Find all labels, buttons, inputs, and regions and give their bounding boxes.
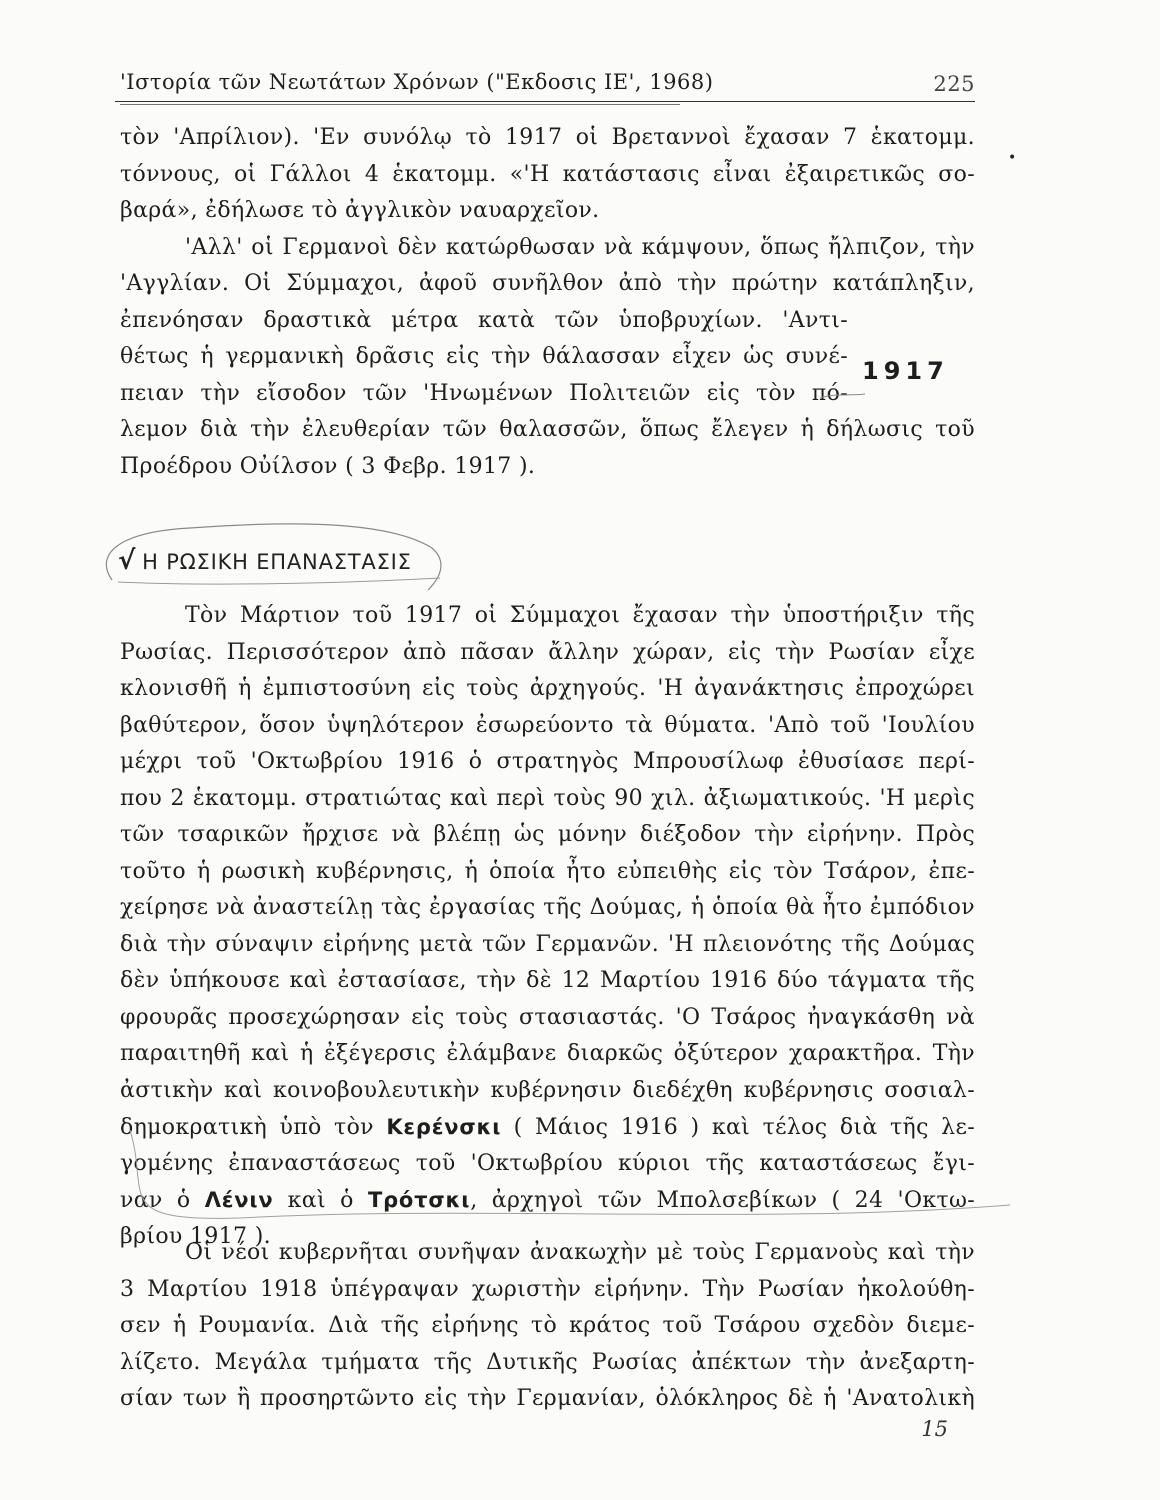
text-line: που 2 ἑκατομμ. στρατιώτας καὶ περὶ τοὺς 90 χιλ. ἀξιωματικούς. 'Η μερὶς (120, 785, 975, 811)
text-line: ἀστικὴν καὶ κοινοβουλευτικὴν κυβέρνησιν διεδέχθη κυβέρνησις σοσιαλ- (120, 1077, 975, 1103)
text-line: Ρωσίας. Περισσότερον ἀπὸ πᾶσαν ἄλλην χώραν, εἰς τὴν Ρωσίαν εἶχε (120, 639, 975, 665)
text-line: βρίου 1917 ). (120, 1223, 271, 1249)
text-line-lenin-trotsky: ναν ὁ Λένιν καὶ ὁ Τρότσκι, ἀρχηγοὶ τῶν Μπολσεβίκων ( 24 'Οκτω- (120, 1188, 976, 1213)
text-line: χείρησε νὰ ἀναστείλῃ τὰς ἐργασίας τῆς Δούμας, ἡ ὁποία θὰ ἦτο ἐμπόδιον (120, 895, 975, 920)
text-line: Προέδρου Οὐίλσον ( 3 Φεβρ. 1917 ). (120, 453, 536, 479)
paragraph-russian-revolution (120, 598, 975, 1255)
name-lenin: Λένιν (204, 1188, 274, 1212)
text-line: τοῦτο ἡ ρωσικὴ κυβέρνησις, ἡ ὁποία ἦτο εὐπειθὴς εἰς τὸν Τσάρον, ἐπε- (120, 858, 975, 884)
header-rule-pencil (120, 104, 680, 105)
page-number: 225 (933, 72, 975, 96)
paragraph-naval-war (120, 120, 975, 485)
text-line: 3 Μαρτίου 1918 ὑπέγραψαν χωριστὴν εἰρήνην. Τὴν Ρωσίαν ἠκολούθη- (120, 1276, 975, 1302)
text-line: θέτως ἡ γερμανικὴ δρᾶσις εἰς τὴν θάλασσαν εἶχεν ὡς συνέ- (120, 344, 848, 369)
text-line: σίαν των ἢ προσηρτῶντο εἰς τὴν Γερμανίαν, ὁλόκληρος δὲ ἡ 'Ανατολικὴ (120, 1386, 975, 1411)
text-line: Τὸν Μάρτιον τοῦ 1917 οἱ Σύμμαχοι ἔχασαν τὴν ὑποστήριξιν τῆς (185, 603, 975, 628)
text-line: δὲν ὑπήκουσε καὶ ἐστασίασε, τὴν δὲ 12 Μαρτίου 1916 δύο τάγματα τῆς (120, 968, 975, 993)
section-heading-title: Η ΡΩΣΙΚΗ ΕΠΑΝΑΣΤΑΣΙΣ (142, 550, 412, 574)
text-line: τὸν 'Απρίλιον). 'Εν συνόλῳ τὸ 1917 οἱ Βρεταννοὶ ἔχασαν 7 ἑκατομμ. (120, 125, 975, 150)
text-line: τόννους, οἱ Γάλλοι 4 ἑκατομμ. «'Η κατάστασις εἶναι ἐξαιρετικῶς σο- (120, 161, 975, 187)
margin-year: 1917 (862, 357, 949, 385)
text-line: πειαν τὴν εἴσοδον τῶν 'Ηνωμένων Πολιτειῶν εἰς τὸν πό- (120, 380, 848, 406)
margin-dot: • (1008, 150, 1017, 166)
text-line: βαθύτερον, ὅσον ὑψηλότερον ἐσωρεύοντο τὰ θύματα. 'Απὸ τοῦ 'Ιουλίου (120, 712, 975, 738)
checkmark-icon: √ (118, 546, 137, 576)
signature-number: 15 (921, 1417, 948, 1441)
name-trotsky: Τρότσκι (367, 1188, 471, 1212)
text-line: μέχρι τοῦ 'Οκτωβρίου 1916 ὁ στρατηγὸς Μπρουσίλωφ ἐθυσίασε περί- (120, 749, 975, 774)
pencil-underline-heading (118, 578, 440, 584)
text-line: βαρά», ἐδήλωσε τὸ ἀγγλικὸν ναυαρχεῖον. (120, 198, 600, 223)
text-line: Οἱ νέοι κυβερνῆται συνῆψαν ἀνακωχὴν μὲ τοὺς Γερμανοὺς καὶ τὴν (185, 1240, 975, 1265)
section-heading (118, 546, 412, 576)
text-line: 'Αγγλίαν. Οἱ Σύμμαχοι, ἀφοῦ συνῆλθον ἀπὸ τὴν πρώτην κατάπληξιν, (120, 271, 975, 296)
book-title: 'Ιστορία τῶν Νεωτάτων Χρόνων ("Εκδοσις ΙΕ', 1968) (120, 70, 714, 94)
text-line: παραιτηθῆ καὶ ἡ ἐξέγερσις ἐλάμβανε διαρκῶς ὀξύτερον χαρακτῆρα. Τὴν (120, 1041, 975, 1066)
text-line: γομένης ἐπαναστάσεως τοῦ 'Οκτωβρίου κύριοι τῆς καταστάσεως ἔγι- (120, 1150, 975, 1176)
text-line: 'Αλλ' οἱ Γερμανοὶ δὲν κατώρθωσαν νὰ κάμψουν, ὅπως ἤλπιζον, τὴν (185, 234, 975, 260)
text-line: κλονισθῆ ἡ ἐμπιστοσύνη εἰς τοὺς ἀρχηγούς. 'Η ἀγανάκτησις ἐπροχώρει (120, 676, 975, 701)
text-line: σεν ἡ Ρουμανία. Διὰ τῆς εἰρήνης τὸ κράτος τοῦ Τσάρου σχεδὸν διεμε- (120, 1313, 975, 1338)
text-line: διὰ τὴν σύναψιν εἰρήνης μετὰ τῶν Γερμανῶν. 'Η πλειονότης τῆς Δούμας (120, 931, 975, 957)
text-line: ἐπενόησαν δραστικὰ μέτρα κατὰ τῶν ὑποβρυχίων. 'Αντι- (120, 307, 848, 333)
header-rule (115, 101, 975, 102)
text-line: τῶν τσαρικῶν ἤρχισε νὰ βλέπῃ ὡς μόνην διέξοδον τὴν εἰρήνην. Πρὸς (120, 822, 975, 847)
paragraph-peace (120, 1235, 975, 1418)
running-header (120, 70, 975, 102)
text-line-kerensky: δημοκρατικὴ ὑπὸ τὸν Κερένσκι ( Μάιος 1916 ) καὶ τέλος διὰ τῆς λε- (120, 1115, 975, 1140)
text-line: λίζετο. Μεγάλα τμήματα τῆς Δυτικῆς Ρωσίας ἀπέκτων τὴν ἀνεξαρτη- (120, 1349, 975, 1375)
text-line: λεμον διὰ τὴν ἐλευθερίαν τῶν θαλασσῶν, ὅπως ἔλεγεν ἡ δήλωσις τοῦ (120, 417, 975, 442)
text-line: φρουρᾶς προσεχώρησαν εἰς τοὺς στασιαστάς. 'Ο Τσάρος ἠναγκάσθη νὰ (120, 1004, 975, 1030)
name-kerensky: Κερένσκι (386, 1115, 502, 1139)
